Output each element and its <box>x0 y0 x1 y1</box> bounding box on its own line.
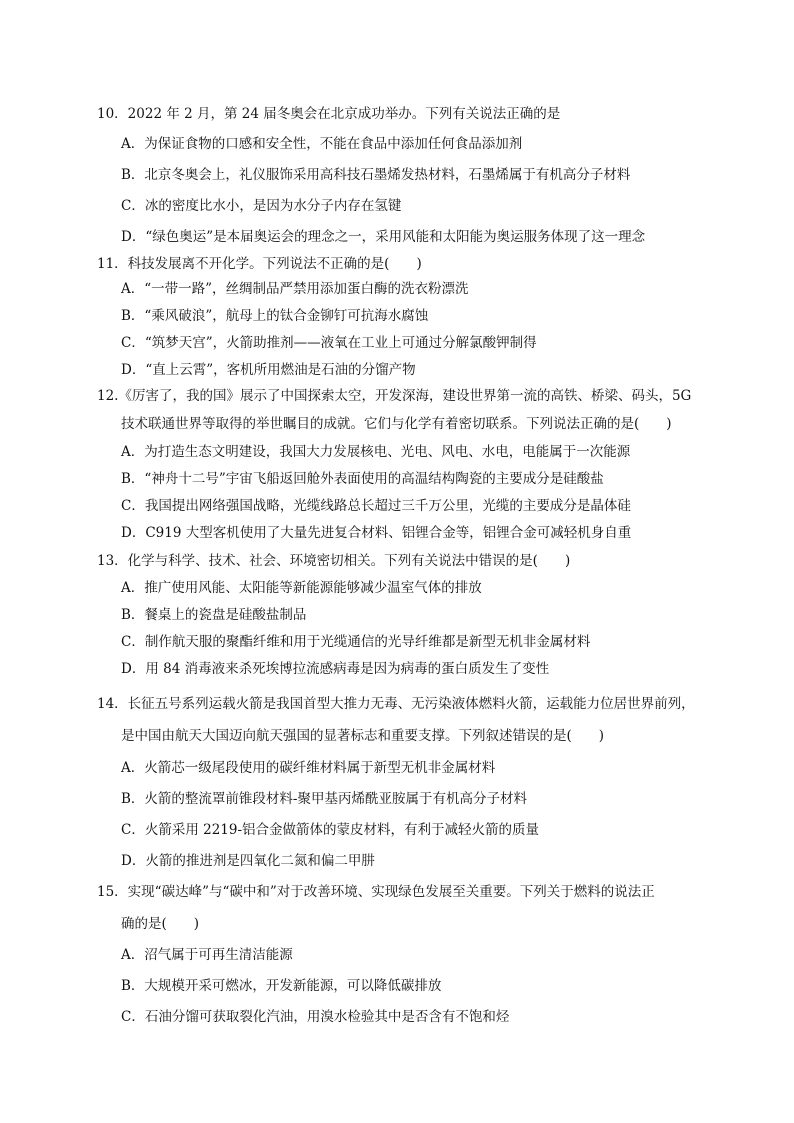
question-11-option-d: D．“直上云霄”，客机所用燃油是石油的分馏产物 <box>121 362 416 378</box>
question-14-stem-line2: 是中国由航天大国迈向航天强国的显著标志和重要支撑。下列叙述错误的是( ) <box>121 728 605 744</box>
question-14-option-d: D．火箭的推进剂是四氧化二氮和偏二甲肼 <box>121 853 375 869</box>
question-10-stem: 10．2022 年 2 月，第 24 届冬奥会在北京成功举办。下列有关说法正确的是 <box>97 106 561 122</box>
question-10-option-c: C．冰的密度比水小，是因为水分子内存在氢键 <box>121 198 402 214</box>
question-11-option-c: C．“筑梦天宫”，火箭助推剂——液氧在工业上可通过分解氯酸钾制得 <box>121 335 537 351</box>
question-14-option-c: C．火箭采用 2219-铝合金做箭体的蒙皮材料，有利于减轻火箭的质量 <box>121 822 540 838</box>
question-12-stem-line2: 技术联通世界等取得的举世瞩目的成就。它们与化学有着密切联系。下列说法正确的是( ) <box>121 416 672 432</box>
question-13-option-a: A．推广使用风能、太阳能等新能源能够减少温室气体的排放 <box>121 580 482 596</box>
question-13-stem: 13．化学与科学、技术、社会、环境密切相关。下列有关说法中错误的是( ) <box>97 553 571 569</box>
question-15-option-a: A．沼气属于可再生清洁能源 <box>121 947 293 963</box>
question-11-stem: 11．科技发展离不开化学。下列说法不正确的是( ) <box>97 256 422 272</box>
question-13-option-c: C．制作航天服的聚酯纤维和用于光缆通信的光导纤维都是新型无机非金属材料 <box>121 634 591 650</box>
question-11-option-b: B．“乘风破浪”，航母上的钛合金铆钉可抗海水腐蚀 <box>121 308 429 324</box>
question-10-option-a: A．为保证食物的口感和安全性，不能在食品中添加任何食品添加剂 <box>121 136 523 152</box>
question-15-option-c: C．石油分馏可获取裂化汽油，用溴水检验其中是否含有不饱和烃 <box>121 1009 510 1025</box>
question-12-option-d: D．C919 大型客机使用了大量先进复合材料、铝锂合金等，铝锂合金可减轻机身自重 <box>121 525 632 541</box>
question-15-stem-line2: 确的是( ) <box>121 916 200 932</box>
question-15-stem: 15．实现“碳达峰”与“碳中和”对于改善环境、实现绿色发展至关重要。下列关于燃料的说法正 <box>97 884 655 900</box>
question-13-option-d: D．用 84 消毒液来杀死埃博拉流感病毒是因为病毒的蛋白质发生了变性 <box>121 661 550 677</box>
question-14-stem: 14．长征五号系列运载火箭是我国首型大推力无毒、无污染液体燃料火箭，运载能力位居世界前列， <box>97 696 695 712</box>
question-12-option-a: A．为打造生态文明建设，我国大力发展核电、光电、风电、水电，电能属于一次能源 <box>121 444 631 460</box>
question-13-option-b: B．餐桌上的瓷盘是硅酸盐制品 <box>121 607 307 623</box>
question-10-option-d: D．“绿色奥运”是本届奥运会的理念之一，采用风能和太阳能为奥运服务体现了这一理念 <box>121 229 646 245</box>
question-12-option-b: B．“神舟十二号”宇宙飞船返回舱外表面使用的高温结构陶瓷的主要成分是硅酸盐 <box>121 471 604 487</box>
question-11-option-a: A．“一带一路”，丝绸制品严禁用添加蛋白酶的洗衣粉漂洗 <box>121 281 469 297</box>
question-15-option-b: B．大规模开采可燃冰，开发新能源，可以降低碳排放 <box>121 978 442 994</box>
question-12-option-c: C．我国提出网络强国战略，光缆线路总长超过三千万公里，光缆的主要成分是晶体硅 <box>121 498 631 514</box>
question-10-option-b: B．北京冬奥会上，礼仪服饰采用高科技石墨烯发热材料，石墨烯属于有机高分子材料 <box>121 167 631 183</box>
question-14-option-b: B．火箭的整流罩前锥段材料-聚甲基丙烯酰亚胺属于有机高分子材料 <box>121 791 527 807</box>
question-14-option-a: A．火箭芯一级尾段使用的碳纤维材料属于新型无机非金属材料 <box>121 760 496 776</box>
question-12-stem: 12.《厉害了，我的国》展示了中国探索太空，开发深海，建设世界第一流的高铁、桥梁、码头，5G <box>97 388 692 404</box>
